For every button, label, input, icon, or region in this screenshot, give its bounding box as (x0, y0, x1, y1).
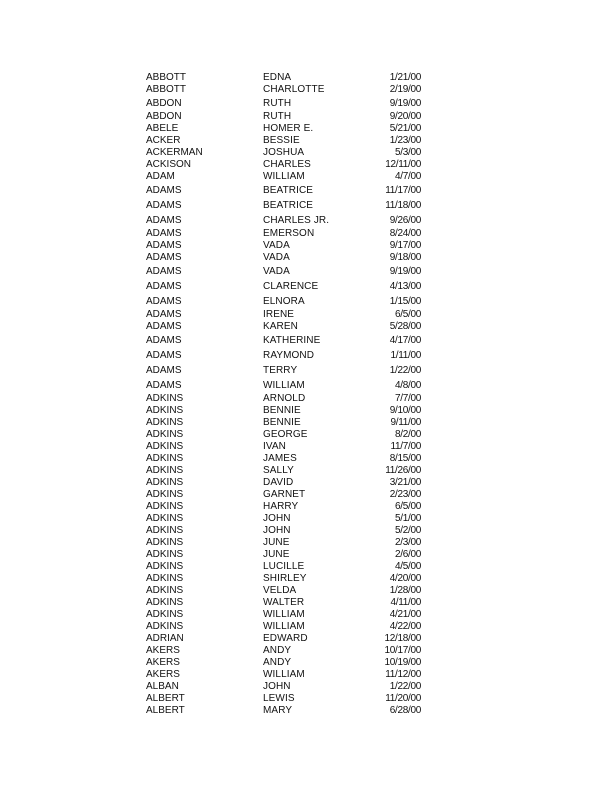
record-row (146, 393, 421, 405)
last-name: ADAMS (146, 200, 182, 211)
last-name: ABELE (146, 123, 179, 134)
record-date: 4/13/00 (389, 281, 421, 292)
last-name: ADKINS (146, 561, 184, 572)
first-name: BENNIE (263, 405, 301, 416)
last-name: ALBERT (146, 693, 185, 704)
first-name: VADA (263, 240, 290, 251)
first-name: RUTH (263, 111, 292, 122)
last-name: ADKINS (146, 477, 184, 488)
record-row (146, 281, 421, 293)
last-name: ACKISON (146, 159, 192, 170)
record-date: 5/21/00 (389, 123, 421, 134)
record-date: 3/21/00 (389, 477, 421, 488)
record-row (146, 537, 421, 549)
first-name: ELNORA (263, 296, 305, 307)
record-date: 5/3/00 (394, 147, 421, 158)
record-date: 10/19/00 (384, 657, 421, 668)
first-name: LUCILLE (263, 561, 305, 572)
last-name: ADKINS (146, 573, 184, 584)
first-name: JUNE (263, 549, 290, 560)
record-date: 2/6/00 (394, 549, 421, 560)
record-row (146, 215, 421, 227)
record-row (146, 465, 421, 477)
record-date: 4/11/00 (390, 597, 421, 608)
first-name: EMERSON (263, 228, 315, 239)
record-row (146, 525, 421, 537)
record-date: 4/7/00 (394, 171, 421, 182)
record-date: 9/19/00 (389, 98, 421, 109)
record-row (146, 350, 421, 362)
record-row (146, 147, 421, 159)
record-row (146, 705, 421, 717)
first-name: BEATRICE (263, 185, 314, 196)
record-row (146, 573, 421, 585)
record-row (146, 597, 421, 609)
last-name: ADKINS (146, 597, 184, 608)
first-name: LEWIS (263, 693, 295, 704)
last-name: ADAMS (146, 240, 182, 251)
last-name: ADKINS (146, 537, 184, 548)
record-date: 4/17/00 (389, 335, 421, 346)
record-date: 1/23/00 (389, 135, 421, 146)
last-name: ADKINS (146, 489, 184, 500)
last-name: ADKINS (146, 453, 184, 464)
record-row (146, 585, 421, 597)
record-date: 1/28/00 (389, 585, 421, 596)
record-date: 2/3/00 (394, 537, 421, 548)
last-name: ALBERT (146, 705, 185, 716)
record-row (146, 335, 421, 347)
first-name: RUTH (263, 98, 292, 109)
first-name: ANDY (263, 645, 292, 656)
last-name: ADKINS (146, 441, 184, 452)
record-date: 9/26/00 (389, 215, 421, 226)
record-row (146, 681, 421, 693)
last-name: ABBOTT (146, 84, 187, 95)
record-date: 11/18/00 (385, 200, 421, 211)
record-row (146, 621, 421, 633)
record-date: 4/21/00 (389, 609, 421, 620)
record-row (146, 135, 421, 147)
last-name: AKERS (146, 657, 180, 668)
record-row (146, 561, 421, 573)
last-name: ADAM (146, 171, 175, 182)
first-name: WALTER (263, 597, 305, 608)
record-row (146, 72, 421, 84)
last-name: ADAMS (146, 252, 182, 263)
first-name: BEATRICE (263, 200, 314, 211)
first-name: JOHN (263, 681, 291, 692)
first-name: WILLIAM (263, 621, 305, 632)
first-name: JOSHUA (263, 147, 305, 158)
record-row (146, 380, 421, 392)
record-date: 9/10/00 (389, 405, 421, 416)
record-date: 6/5/00 (394, 501, 421, 512)
record-date: 9/20/00 (389, 111, 421, 122)
last-name: ABDON (146, 111, 182, 122)
last-name: ADAMS (146, 185, 182, 196)
record-date: 9/17/00 (389, 240, 421, 251)
record-date: 6/5/00 (394, 309, 421, 320)
record-row (146, 159, 421, 171)
record-row (146, 365, 421, 377)
last-name: ABBOTT (146, 72, 187, 83)
last-name: ADAMS (146, 321, 182, 332)
last-name: ABDON (146, 98, 182, 109)
first-name: BESSIE (263, 135, 300, 146)
first-name: VADA (263, 266, 290, 277)
first-name: EDNA (263, 72, 292, 83)
last-name: AKERS (146, 669, 180, 680)
first-name: VELDA (263, 585, 297, 596)
last-name: ADAMS (146, 365, 182, 376)
record-row (146, 200, 421, 212)
first-name: IRENE (263, 309, 295, 320)
record-row (146, 657, 421, 669)
record-row (146, 185, 421, 197)
record-row (146, 633, 421, 645)
record-date: 5/28/00 (389, 321, 421, 332)
last-name: ADAMS (146, 350, 182, 361)
record-row (146, 693, 421, 705)
last-name: ADKINS (146, 501, 184, 512)
last-name: ADAMS (146, 228, 182, 239)
last-name: ADKINS (146, 405, 184, 416)
record-row (146, 240, 421, 252)
first-name: WILLIAM (263, 669, 305, 680)
first-name: ARNOLD (263, 393, 306, 404)
last-name: ALBAN (146, 681, 179, 692)
record-date: 9/18/00 (389, 252, 421, 263)
last-name: ADAMS (146, 380, 182, 391)
record-date: 6/28/00 (389, 705, 421, 716)
record-date: 5/1/00 (394, 513, 421, 524)
first-name: VADA (263, 252, 290, 263)
last-name: ADKINS (146, 417, 184, 428)
first-name: KAREN (263, 321, 298, 332)
record-date: 11/7/00 (390, 441, 421, 452)
record-row (146, 453, 421, 465)
first-name: RAYMOND (263, 350, 315, 361)
last-name: ADRIAN (146, 633, 184, 644)
first-name: GEORGE (263, 429, 308, 440)
record-row (146, 123, 421, 135)
record-row (146, 429, 421, 441)
record-row (146, 309, 421, 321)
last-name: ADKINS (146, 549, 184, 560)
first-name: BENNIE (263, 417, 301, 428)
record-row (146, 417, 421, 429)
record-date: 8/2/00 (394, 429, 421, 440)
record-row (146, 405, 421, 417)
record-date: 12/11/00 (385, 159, 421, 170)
record-row (146, 489, 421, 501)
record-row (146, 266, 421, 278)
record-date: 1/15/00 (389, 296, 421, 307)
first-name: EDWARD (263, 633, 308, 644)
last-name: ADKINS (146, 609, 184, 620)
record-date: 2/19/00 (389, 84, 421, 95)
first-name: JUNE (263, 537, 290, 548)
record-row (146, 669, 421, 681)
record-date: 1/22/00 (389, 365, 421, 376)
first-name: IVAN (263, 441, 286, 452)
first-name: CHARLES (263, 159, 311, 170)
record-row (146, 252, 421, 264)
last-name: ADAMS (146, 309, 182, 320)
last-name: ADKINS (146, 393, 184, 404)
first-name: SALLY (263, 465, 294, 476)
record-date: 11/26/00 (385, 465, 421, 476)
first-name: KATHERINE (263, 335, 321, 346)
first-name: WILLIAM (263, 609, 305, 620)
first-name: JOHN (263, 513, 291, 524)
first-name: WILLIAM (263, 380, 305, 391)
record-date: 9/19/00 (389, 266, 421, 277)
first-name: WILLIAM (263, 171, 305, 182)
first-name: SHIRLEY (263, 573, 307, 584)
last-name: AKERS (146, 645, 180, 656)
record-date: 1/21/00 (389, 72, 421, 83)
first-name: TERRY (263, 365, 298, 376)
last-name: ADKINS (146, 585, 184, 596)
record-row (146, 296, 421, 308)
record-date: 9/11/00 (390, 417, 421, 428)
record-date: 1/22/00 (389, 681, 421, 692)
record-row (146, 549, 421, 561)
last-name: ADKINS (146, 513, 184, 524)
last-name: ACKERMAN (146, 147, 203, 158)
first-name: JOHN (263, 525, 291, 536)
record-date: 4/22/00 (389, 621, 421, 632)
record-date: 8/15/00 (389, 453, 421, 464)
first-name: MARY (263, 705, 293, 716)
record-row (146, 609, 421, 621)
record-row (146, 477, 421, 489)
record-row (146, 501, 421, 513)
record-date: 10/17/00 (384, 645, 421, 656)
record-row (146, 84, 421, 96)
last-name: ADAMS (146, 215, 182, 226)
record-date: 5/2/00 (394, 525, 421, 536)
record-row (146, 171, 421, 183)
record-date: 2/23/00 (389, 489, 421, 500)
record-date: 1/11/00 (390, 350, 421, 361)
record-date: 8/24/00 (389, 228, 421, 239)
first-name: DAVID (263, 477, 294, 488)
first-name: ANDY (263, 657, 292, 668)
first-name: HARRY (263, 501, 299, 512)
last-name: ADAMS (146, 281, 182, 292)
record-date: 4/20/00 (389, 573, 421, 584)
record-date: 7/7/00 (394, 393, 421, 404)
first-name: CHARLES JR. (263, 215, 330, 226)
last-name: ACKER (146, 135, 181, 146)
record-date: 12/18/00 (384, 633, 421, 644)
last-name: ADKINS (146, 429, 184, 440)
last-name: ADKINS (146, 525, 184, 536)
record-row (146, 645, 421, 657)
record-row (146, 321, 421, 333)
record-date: 4/5/00 (394, 561, 421, 572)
first-name: JAMES (263, 453, 297, 464)
record-row (146, 98, 421, 110)
last-name: ADKINS (146, 465, 184, 476)
record-date: 11/17/00 (385, 185, 421, 196)
record-row (146, 228, 421, 240)
first-name: CHARLOTTE (263, 84, 325, 95)
first-name: HOMER E. (263, 123, 314, 134)
record-row (146, 441, 421, 453)
last-name: ADKINS (146, 621, 184, 632)
last-name: ADAMS (146, 296, 182, 307)
last-name: ADAMS (146, 335, 182, 346)
first-name: CLARENCE (263, 281, 319, 292)
first-name: GARNET (263, 489, 306, 500)
last-name: ADAMS (146, 266, 182, 277)
record-row (146, 111, 421, 123)
record-date: 11/12/00 (385, 669, 421, 680)
record-date: 11/20/00 (385, 693, 421, 704)
record-row (146, 513, 421, 525)
record-date: 4/8/00 (394, 380, 421, 391)
